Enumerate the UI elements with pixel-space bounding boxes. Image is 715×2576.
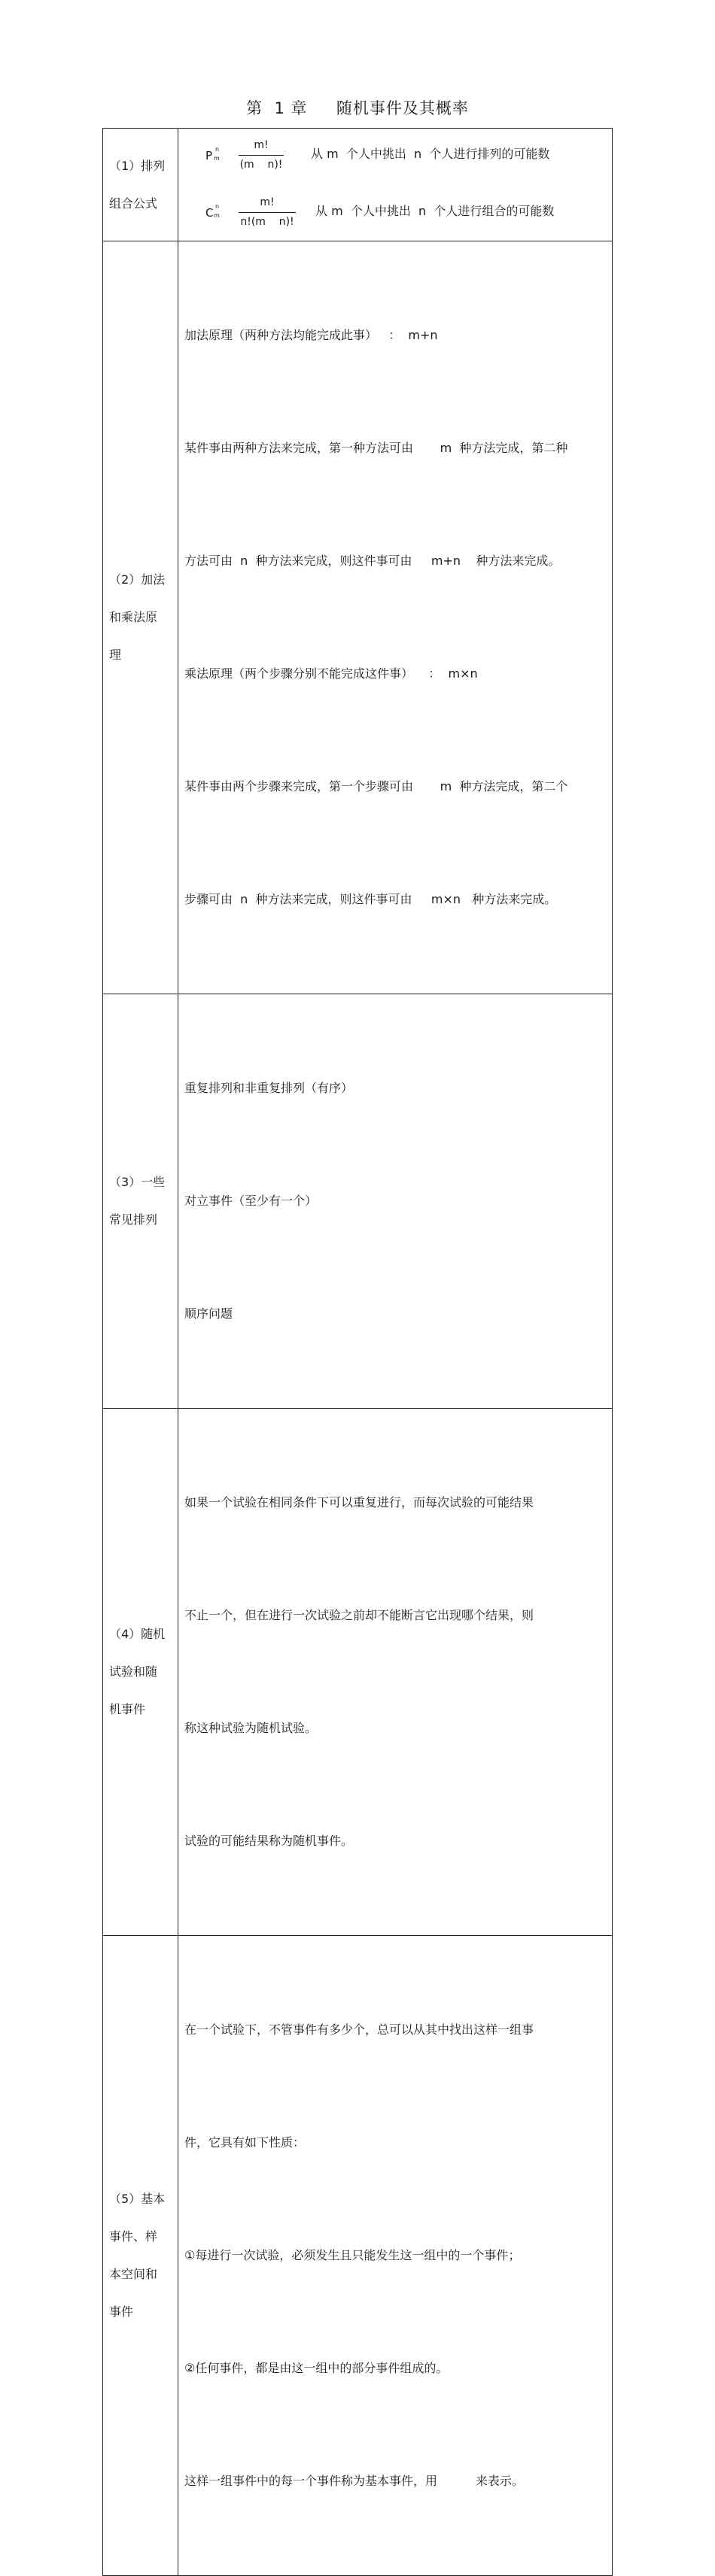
text-line: 如果一个试验在相同条件下可以重复进行，而每次试验的可能结果 [184,1495,534,1509]
text-line: ②任何事件，都是由这一组中的部分事件组成的。 [184,2361,449,2375]
text-line: ①每进行一次试验，必须发生且只能发生这一组中的一个事件； [184,2248,521,2262]
text-line: 这样一组事件中的每一个事件称为基本事件，用 来表示。 [184,2474,524,2488]
permutation-formula [178,129,612,174]
row-label: （1）排列 组合公式 [109,158,166,211]
row-content-cell [178,994,613,1409]
row-content-cell [178,129,613,241]
table-row [103,1936,613,2576]
fraction-bar [239,212,296,213]
row-content-cell [178,1936,613,2576]
table-row [103,129,613,241]
text-line: 某件事由两种方法来完成，第一种方法可由 m 种方法完成，第二种 [184,441,568,455]
row-content [178,1936,612,2575]
text-line: 乘法原理（两个步骤分别不能完成这件事） ： m×n [184,666,478,681]
formula-description: 从 m 个人中挑出 n 个人进行排列的可能数 [311,146,550,161]
formula-description: 从 m 个人中挑出 n 个人进行组合的可能数 [315,203,555,218]
text-line: 加法原理（两种方法均能完成此事） ： m+n [184,328,438,342]
text-line: 称这种试验为随机试验。 [184,1721,318,1735]
row-label: （3）一些 常见排列 [109,1175,166,1227]
row-content [178,1409,612,1935]
formula-symbol: C [205,205,214,220]
row-label-cell [103,994,178,1409]
text-line: 件，它具有如下性质： [184,2135,306,2150]
content-table [102,128,613,2576]
row-content [178,241,612,994]
row-label-cell [103,1936,178,2576]
text-line: 不止一个，但在进行一次试验之前却不能断言它出现哪个结果，则 [184,1608,534,1622]
text-line: 方法可由 n 种方法来完成，则这件事可由 m+n 种方法来完成。 [184,554,561,568]
text-line: 顺序问题 [184,1306,233,1321]
formula-numerator: m! [260,196,275,208]
formula-subscript: m [214,211,220,219]
row-content-cell [178,1409,613,1936]
formula-denominator: n!(m n)! [240,215,294,228]
text-line: 重复排列和非重复排列（有序） [184,1081,354,1095]
fraction-bar [239,155,284,156]
row-content-cell [178,241,613,994]
formula-superscript: n [215,145,220,153]
formula-block [178,129,612,241]
row-label: （5）基本 事件、样 本空间和 事件 [109,2192,166,2319]
table-row [103,1409,613,1936]
row-label-cell [103,129,178,241]
formula-numerator: m! [254,138,269,151]
combination-formula [178,187,612,232]
table-row [103,241,613,994]
formula-superscript: n [215,202,220,210]
row-label: （2）加法 和乘法原 理 [109,572,166,662]
formula-subscript: m [214,154,220,162]
text-line: 对立事件（至少有一个） [184,1194,318,1208]
row-label: （4）随机 试验和随 机事件 [109,1627,166,1716]
row-label-cell [103,1409,178,1936]
formula-symbol: P [205,148,213,162]
text-line: 试验的可能结果称为随机事件。 [184,1834,354,1848]
text-line: 步骤可由 n 种方法来完成，则这件事可由 m×n 种方法来完成。 [184,892,557,906]
table-row [103,994,613,1409]
row-label-cell [103,241,178,994]
text-line: 某件事由两个步骤来完成，第一个步骤可由 m 种方法完成，第二个 [184,779,568,793]
chapter-title: 第 1 章 随机事件及其概率 [246,99,469,117]
row-content [178,994,612,1408]
text-line: 在一个试验下，不管事件有多少个，总可以从其中找出这样一组事 [184,2022,534,2037]
formula-denominator: (m n)! [239,158,283,171]
